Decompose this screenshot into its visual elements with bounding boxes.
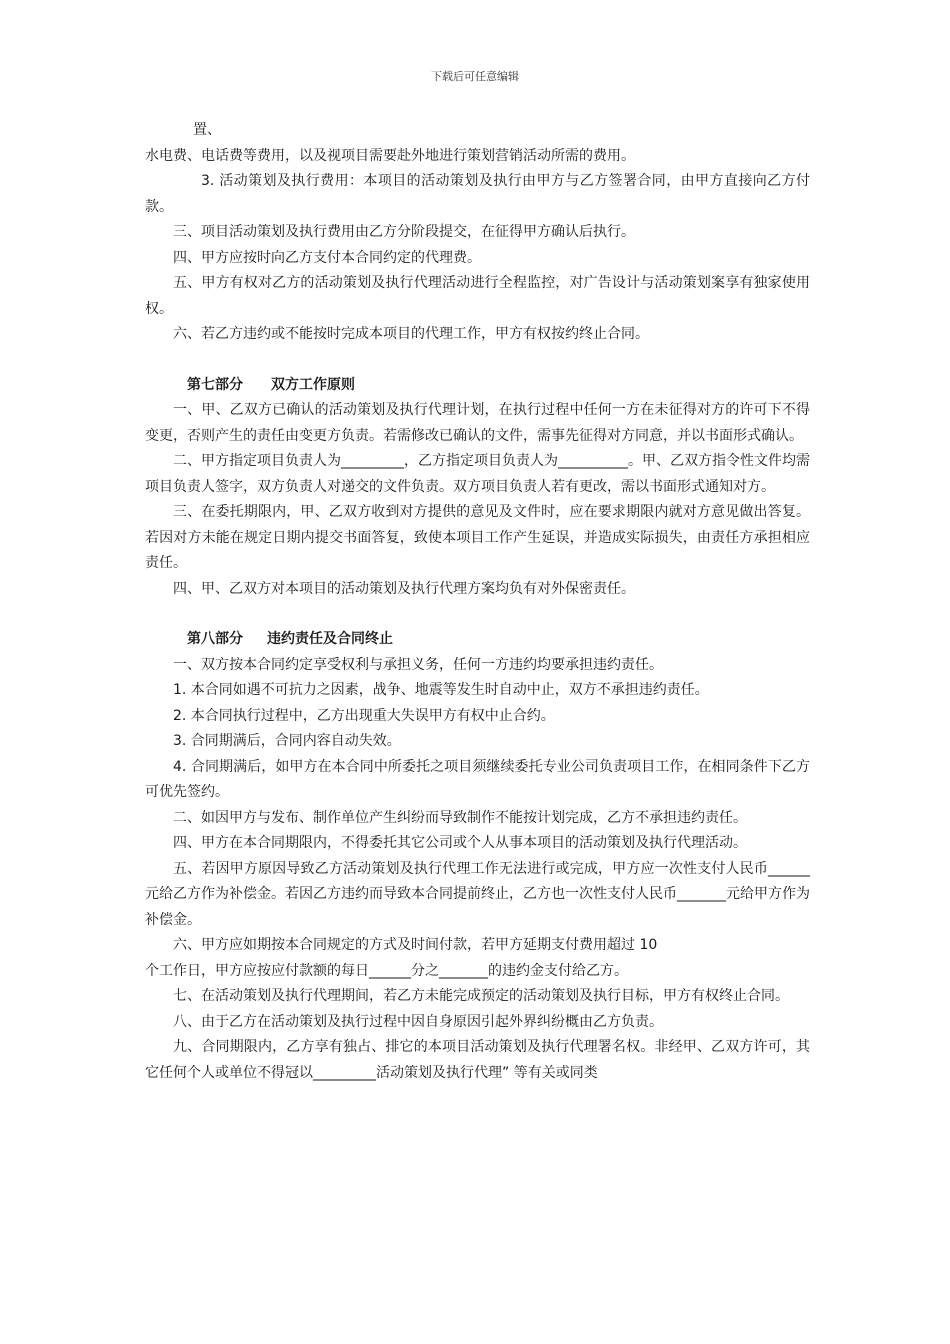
section-heading-eight	[145, 627, 810, 653]
paragraph: 个工作日，甲方应按应付款额的每日______分之_______的违约金支付给乙方。	[145, 962, 628, 979]
paragraph: 四、甲方应按时向乙方支付本合同约定的代理费。	[173, 249, 481, 266]
paragraph: 三、项目活动策划及执行费用由乙方分阶段提交，在征得甲方确认后执行。	[173, 224, 635, 240]
paragraph: 六、甲方应如期按本合同规定的方式及时间付款，若甲方延期支付费用超过 10	[173, 937, 658, 953]
paragraph: 二、甲方指定项目负责人为_________，乙方指定项目负责人为__________。甲、乙双方指令性文件均需项目负责人签字，双方负责人对递交的文件负责。双方项目负责人若有更改，需以书面形式通知对方。	[145, 453, 810, 495]
paragraph: 五、若因甲方原因导致乙方活动策划及执行代理工作无法进行或完成，甲方应一次性支付人民币______元给乙方作为补偿金。若因乙方违约而导致本合同提前终止，乙方也一次性支付人民币_______元给甲方作为补偿金。	[145, 860, 810, 928]
heading-title: 双方工作原则	[271, 376, 355, 393]
paragraph: 水电费、电话费等费用，以及视项目需要赴外地进行策划营销活动所需的费用。	[145, 147, 635, 164]
paragraph: 一、双方按本合同约定享受权利与承担义务，任何一方违约均要承担违约责任。	[173, 656, 663, 673]
paragraph: 3. 合同期满后，合同内容自动失效。	[173, 733, 401, 749]
paragraph: 三、在委托期限内，甲、乙双方收到对方提供的意见及文件时，应在要求期限内就对方意见做出答复。若因对方未能在规定日期内提交书面答复，致使本项目工作产生延误，并造成实际损失，由责任方承担相应责任。	[145, 504, 810, 571]
paragraph: 4. 合同期满后，如甲方在本合同中所委托之项目须继续委托专业公司负责项目工作，在相同条件下乙方可优先签约。	[145, 758, 810, 800]
section-heading-seven	[145, 373, 810, 399]
heading-part: 第七部分	[187, 376, 243, 393]
paragraph: 九、合同期限内，乙方享有独占、排它的本项目活动策划及执行代理署名权。非经甲、乙双方许可，其它任何个人或单位不得冠以_________活动策划及执行代理” 等有关或同类	[145, 1039, 810, 1081]
paragraph: 3. 活动策划及执行费用：本项目的活动策划及执行由甲方与乙方签署合同，由甲方直接向乙方付款。	[145, 173, 810, 215]
paragraph: 五、甲方有权对乙方的活动策划及执行代理活动进行全程监控，对广告设计与活动策划案享有独家使用权。	[145, 275, 810, 317]
paragraph: 1. 本合同如遇不可抗力之因素，战争、地震等发生时自动中止，双方不承担违约责任。	[173, 682, 709, 698]
paragraph: 一、甲、乙双方已确认的活动策划及执行代理计划，在执行过程中任何一方在未征得对方的许可下不得变更，否则产生的责任由变更方负责。若需修改已确认的文件，需事先征得对方同意，并以书面形式确认。	[145, 402, 810, 444]
paragraph: 二、如因甲方与发布、制作单位产生纠纷而导致制作不能按计划完成，乙方不承担违约责任。	[173, 809, 747, 826]
heading-title: 违约责任及合同终止	[267, 631, 393, 647]
paragraph: 七、在活动策划及执行代理期间，若乙方未能完成预定的活动策划及执行目标，甲方有权终止合同。	[173, 988, 789, 1004]
paragraph: 四、甲方在本合同期限内，不得委托其它公司或个人从事本项目的活动策划及执行代理活动。	[173, 835, 747, 851]
paragraph: 2. 本合同执行过程中，乙方出现重大失误甲方有权中止合约。	[173, 707, 555, 724]
heading-part: 第八部分	[187, 631, 243, 647]
document-body	[145, 118, 810, 1086]
paragraph: 六、若乙方违约或不能按时完成本项目的代理工作，甲方有权按约终止合同。	[173, 326, 649, 342]
paragraph: 八、由于乙方在活动策划及执行过程中因自身原因引起外界纠纷概由乙方负责。	[173, 1013, 663, 1030]
page-header: 下载后可任意编辑	[431, 70, 519, 83]
paragraph: 四、甲、乙双方对本项目的活动策划及执行代理方案均负有对外保密责任。	[173, 580, 635, 597]
paragraph: 置、	[193, 122, 221, 138]
